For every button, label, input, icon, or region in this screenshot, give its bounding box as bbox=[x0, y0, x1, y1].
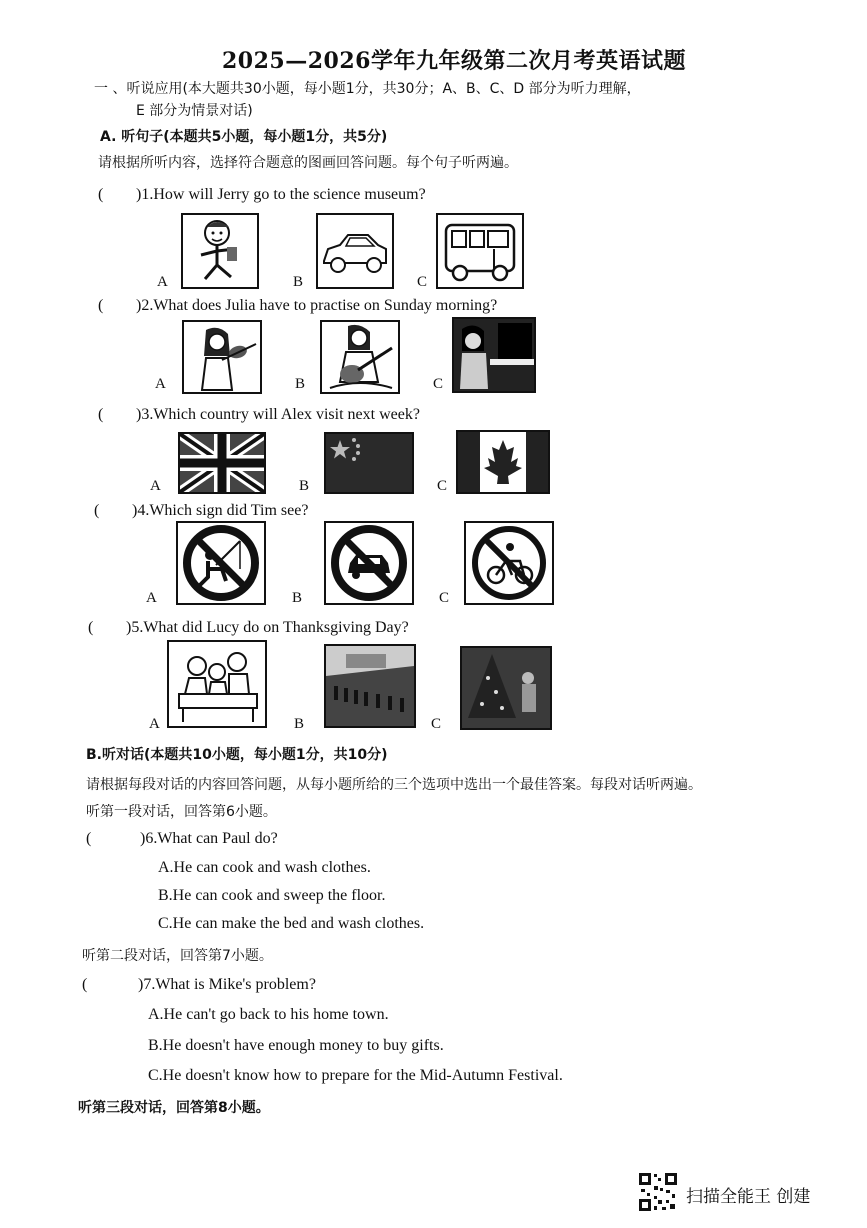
dialog-1-intro: 听第一段对话，回答第6小题。 bbox=[86, 804, 277, 820]
q1-option-c-image[interactable] bbox=[436, 213, 524, 289]
scanner-brand-label: 扫描全能王 创建 bbox=[686, 1187, 811, 1207]
family-dinner-icon bbox=[169, 642, 265, 726]
q3-option-c-image[interactable] bbox=[456, 430, 550, 494]
no-fishing-sign-icon bbox=[178, 523, 264, 603]
no-cycling-sign-icon bbox=[466, 523, 552, 603]
q3-option-a-image[interactable] bbox=[178, 432, 266, 494]
violin-girl-icon bbox=[184, 322, 260, 392]
q5-label-b: B bbox=[294, 716, 305, 732]
q5-label-a: A bbox=[149, 716, 160, 732]
car-icon bbox=[318, 215, 392, 287]
part-a-instruction: 请根据所听内容，选择符合题意的图画回答问题。每个句子听两遍。 bbox=[98, 155, 518, 171]
q1-label-a: A bbox=[157, 274, 168, 290]
qr-code-icon bbox=[638, 1172, 678, 1212]
question-5-text: )5.What did Lucy do on Thanksgiving Day? bbox=[126, 619, 409, 636]
uk-flag-icon bbox=[180, 434, 264, 492]
q2-label-b: B bbox=[295, 376, 306, 392]
boy-walking-icon bbox=[183, 215, 257, 287]
guitar-girl-icon bbox=[322, 322, 398, 392]
bus-icon bbox=[438, 215, 522, 287]
section-heading-line1: 一 、听说应用(本大题共30小题，每小题1分，共30分；A、B、C、D 部分为听力理解， bbox=[94, 81, 641, 97]
question-6-text: )6.What can Paul do? bbox=[140, 830, 278, 847]
q2-label-c: C bbox=[433, 376, 444, 392]
parade-icon bbox=[326, 646, 414, 726]
q5-option-a-image[interactable] bbox=[167, 640, 267, 728]
q4-option-b-image[interactable] bbox=[324, 521, 414, 605]
piano-girl-icon bbox=[454, 319, 534, 391]
dialog-3-intro: 听第三段对话，回答第8小题。 bbox=[78, 1100, 270, 1116]
tree-decoration-icon bbox=[462, 648, 550, 728]
canada-flag-icon bbox=[458, 432, 548, 492]
dialog-2-intro: 听第二段对话，回答第7小题。 bbox=[82, 948, 273, 964]
section-heading-line2: E 部分为情景对话) bbox=[136, 103, 253, 119]
answer-paren-2[interactable]: ( bbox=[98, 297, 104, 314]
q6-option-a: A.He can cook and wash clothes. bbox=[158, 859, 371, 876]
q2-label-a: A bbox=[155, 376, 166, 392]
q4-label-b: B bbox=[292, 590, 303, 606]
answer-paren-6[interactable]: ( bbox=[86, 830, 92, 847]
q4-label-a: A bbox=[146, 590, 157, 606]
question-1-text: )1.How will Jerry go to the science museum? bbox=[136, 186, 426, 203]
q2-option-b-image[interactable] bbox=[320, 320, 400, 394]
q5-label-c: C bbox=[431, 716, 442, 732]
question-4-text: )4.Which sign did Tim see? bbox=[132, 502, 309, 519]
page-title: 2025—2026学年九年级第二次月考英语试题 bbox=[222, 48, 686, 74]
answer-paren-7[interactable]: ( bbox=[82, 976, 88, 993]
question-7-text: )7.What is Mike's problem? bbox=[138, 976, 316, 993]
answer-paren-1[interactable]: ( bbox=[98, 186, 104, 203]
q7-option-c: C.He doesn't know how to prepare for the Mid-Autumn Festival. bbox=[148, 1067, 563, 1084]
q6-option-c: C.He can make the bed and wash clothes. bbox=[158, 915, 425, 932]
q3-label-b: B bbox=[299, 478, 310, 494]
q1-label-b: B bbox=[293, 274, 304, 290]
answer-paren-4[interactable]: ( bbox=[94, 502, 100, 519]
q3-option-b-image[interactable] bbox=[324, 432, 414, 494]
q1-option-a-image[interactable] bbox=[181, 213, 259, 289]
part-a-heading: A. 听句子(本题共5小题，每小题1分，共5分) bbox=[100, 129, 388, 145]
part-b-heading: B.听对话(本题共10小题，每小题1分，共10分) bbox=[86, 747, 388, 763]
q3-label-c: C bbox=[437, 478, 448, 494]
part-b-instruction: 请根据每段对话的内容回答问题，从每小题所给的三个选项中选出一个最佳答案。每段对话听两遍。 bbox=[86, 777, 702, 793]
q4-option-c-image[interactable] bbox=[464, 521, 554, 605]
q2-option-c-image[interactable] bbox=[452, 317, 536, 393]
answer-paren-3[interactable]: ( bbox=[98, 406, 104, 423]
q4-label-c: C bbox=[439, 590, 450, 606]
question-2-text: )2.What does Julia have to practise on Sunday morning? bbox=[136, 297, 498, 314]
q5-option-b-image[interactable] bbox=[324, 644, 416, 728]
q7-option-b: B.He doesn't have enough money to buy gifts. bbox=[148, 1037, 444, 1054]
answer-paren-5[interactable]: ( bbox=[88, 619, 94, 636]
q1-option-b-image[interactable] bbox=[316, 213, 394, 289]
q3-label-a: A bbox=[150, 478, 161, 494]
no-cars-sign-icon bbox=[326, 523, 412, 603]
china-flag-icon bbox=[326, 434, 412, 492]
q1-label-c: C bbox=[417, 274, 428, 290]
q4-option-a-image[interactable] bbox=[176, 521, 266, 605]
q5-option-c-image[interactable] bbox=[460, 646, 552, 730]
q2-option-a-image[interactable] bbox=[182, 320, 262, 394]
q7-option-a: A.He can't go back to his home town. bbox=[148, 1006, 389, 1023]
question-3-text: )3.Which country will Alex visit next week? bbox=[136, 406, 420, 423]
q6-option-b: B.He can cook and sweep the floor. bbox=[158, 887, 386, 904]
